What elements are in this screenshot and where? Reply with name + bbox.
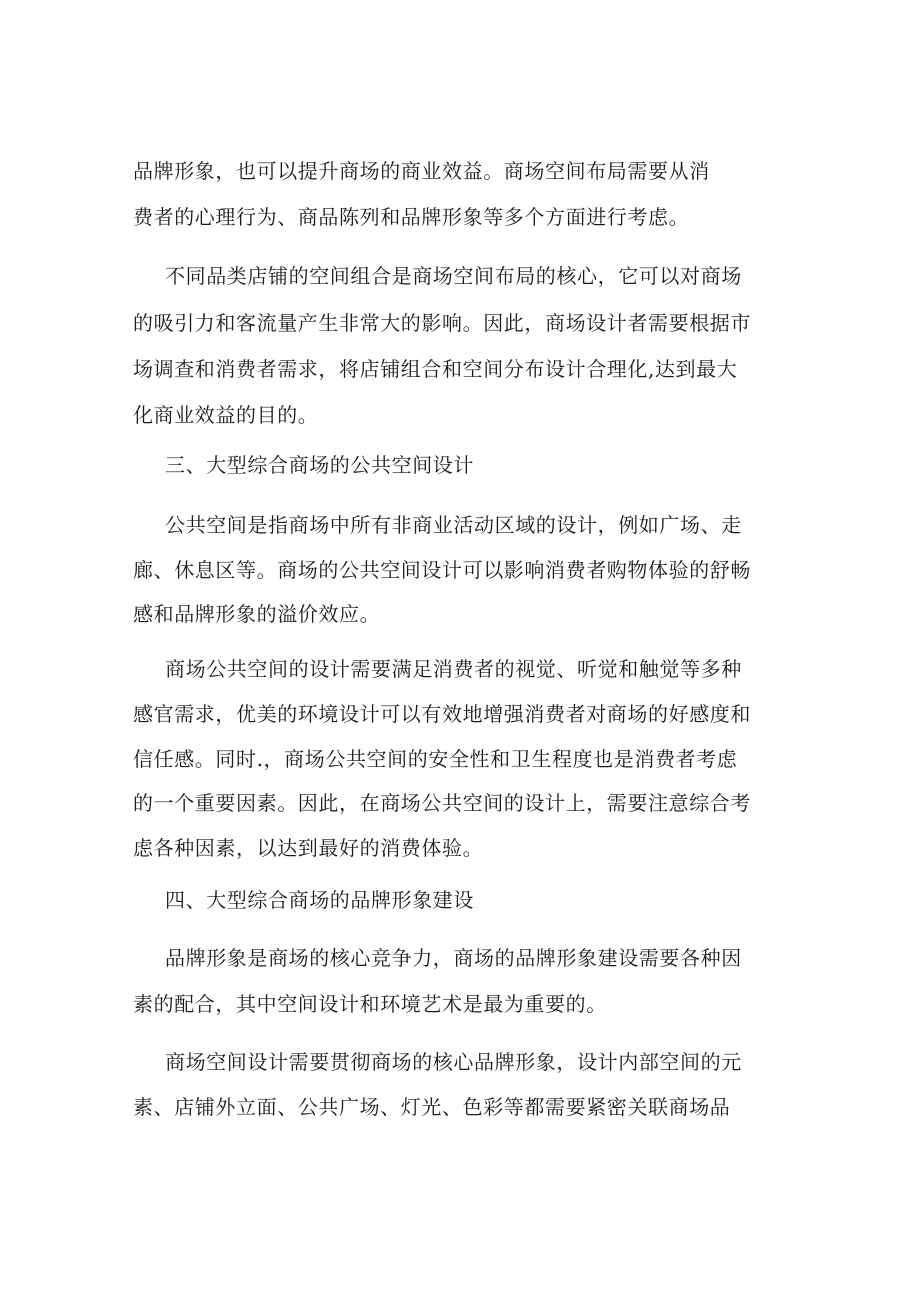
- paragraph-start-line: 不同品类店铺的空间组合是商场空间布局的核心，它可以对商场: [165, 264, 742, 288]
- text-line: 素、店铺外立面、公共广场、灯光、色彩等都需要紧密关联商场品: [133, 1095, 731, 1119]
- text-line: 品牌形象，也可以提升商场的商业效益。商场空间布局需要从消: [133, 159, 710, 183]
- paragraph-start-line: 商场公共空间的设计需要满足消费者的视觉、听觉和触觉等多种: [165, 657, 742, 681]
- text-line: 的一个重要因素。因此，在商场公共空间的设计上，需要注意综合考: [133, 791, 751, 815]
- text-line: 费者的心理行为、商品陈列和品牌形象等多个方面进行考虑。: [133, 205, 690, 229]
- section-heading: 四、大型综合商场的品牌形象建设: [165, 888, 474, 912]
- paragraph-start-line: 商场空间设计需要贯彻商场的核心品牌形象，设计内部空间的元: [165, 1050, 742, 1074]
- paragraph-start-line: 品牌形象是商场的核心竞争力，商场的品牌形象建设需要各种因: [165, 946, 742, 970]
- section-heading: 三、大型综合商场的公共空间设计: [165, 453, 474, 477]
- text-line: 场调查和消费者需求，将店铺组合和空间分布设计合理化,达到最大: [133, 357, 738, 381]
- text-line: 的吸引力和客流量产生非常大的影响。因此，商场设计者需要根据市: [133, 311, 751, 335]
- text-line: 廊、休息区等。商场的公共空间设计可以影响消费者购物体验的舒畅: [133, 558, 751, 582]
- text-line: 化商业效益的目的。: [133, 403, 319, 427]
- text-line: 信任感。同时.，商场公共空间的安全性和卫生程度也是消费者考虑: [133, 747, 738, 771]
- text-line: 感和品牌形象的溢价效应。: [133, 602, 381, 626]
- text-line: 感官需求，优美的环境设计可以有效地增强消费者对商场的好感度和: [133, 702, 751, 726]
- paragraph-start-line: 公共空间是指商场中所有非商业活动区域的设计，例如广场、走: [165, 513, 742, 537]
- text-line: 素的配合，其中空间设计和环境艺术是最为重要的。: [133, 992, 607, 1016]
- text-line: 虑各种因素，以达到最好的消费体验。: [133, 836, 484, 860]
